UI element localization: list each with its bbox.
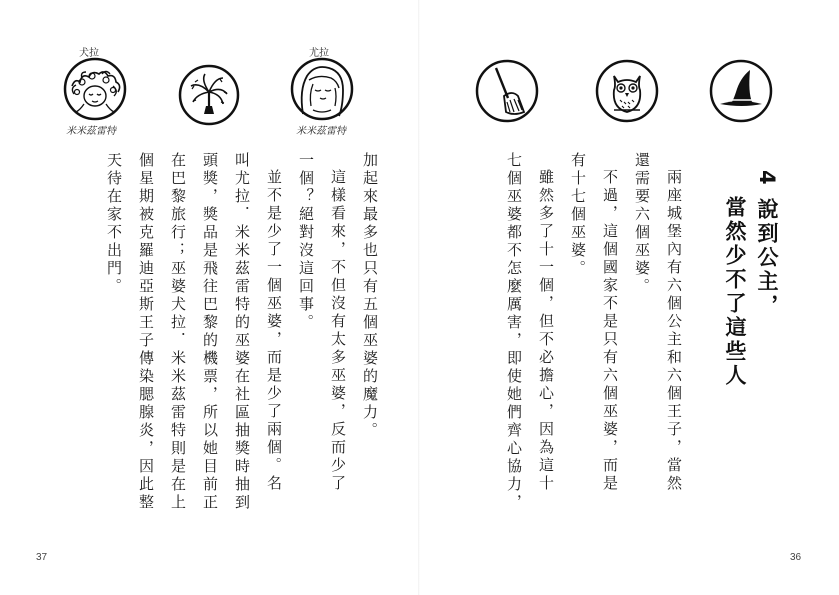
right-page bbox=[420, 0, 839, 595]
character-name-bottom: 米米茲雷特 bbox=[66, 126, 116, 137]
curly-hair-witch-icon bbox=[62, 56, 128, 122]
text-column: 叫尤拉．米米茲雷特的巫婆在社區抽獎時抽到 bbox=[233, 152, 251, 512]
text-column: 頭獎，獎品是飛往巴黎的機票，所以她目前正 bbox=[201, 152, 219, 512]
page-number: 36 bbox=[790, 552, 802, 563]
text-column: 不過，這個國家不是只有六個巫婆，而是 bbox=[601, 169, 619, 493]
palm-plant-icon bbox=[176, 62, 242, 128]
owl-icon bbox=[594, 58, 660, 124]
chapter-number: 4 bbox=[755, 170, 779, 188]
text-column: 雖然多了十一個，但不必擔心，因為這十 bbox=[537, 169, 555, 493]
character-name-bottom: 米米茲雷特 bbox=[296, 126, 346, 137]
chapter-title-line1: 說到公主， bbox=[755, 197, 779, 318]
page-number: 37 bbox=[36, 552, 48, 563]
character-name-top: 尤拉 bbox=[309, 48, 329, 59]
text-column: 還需要六個巫婆。 bbox=[633, 152, 651, 296]
text-column: 個星期被克羅迪亞斯王子傳染腮腺炎，因此整 bbox=[137, 152, 155, 512]
text-column: 兩座城堡內有六個公主和六個王子，當然 bbox=[665, 169, 683, 493]
text-column: 這樣看來，不但沒有太多巫婆，反而少了 bbox=[329, 169, 347, 493]
text-column: 並不是少了一個巫婆，而是少了兩個。名 bbox=[265, 169, 283, 493]
text-column: 一個？絕對沒這回事。 bbox=[297, 152, 315, 332]
text-column: 在巴黎旅行；巫婆犬拉．米米茲雷特則是在上 bbox=[169, 152, 187, 512]
text-column: 有十七個巫婆。 bbox=[569, 152, 587, 278]
text-column: 天待在家不出門。 bbox=[105, 152, 123, 296]
witch-hat-icon bbox=[708, 58, 774, 124]
text-column: 加起來最多也只有五個巫婆的魔力。 bbox=[361, 152, 379, 440]
broom-icon bbox=[474, 58, 540, 124]
long-hair-witch-icon bbox=[289, 56, 355, 122]
left-page bbox=[0, 0, 419, 595]
chapter-subtitle: 當然少不了這些人 bbox=[723, 196, 747, 388]
character-name-top: 犬拉 bbox=[79, 48, 99, 59]
chapter-title bbox=[752, 170, 782, 318]
text-column: 七個巫婆都不怎麼厲害，即使她們齊心協力， bbox=[505, 152, 523, 512]
